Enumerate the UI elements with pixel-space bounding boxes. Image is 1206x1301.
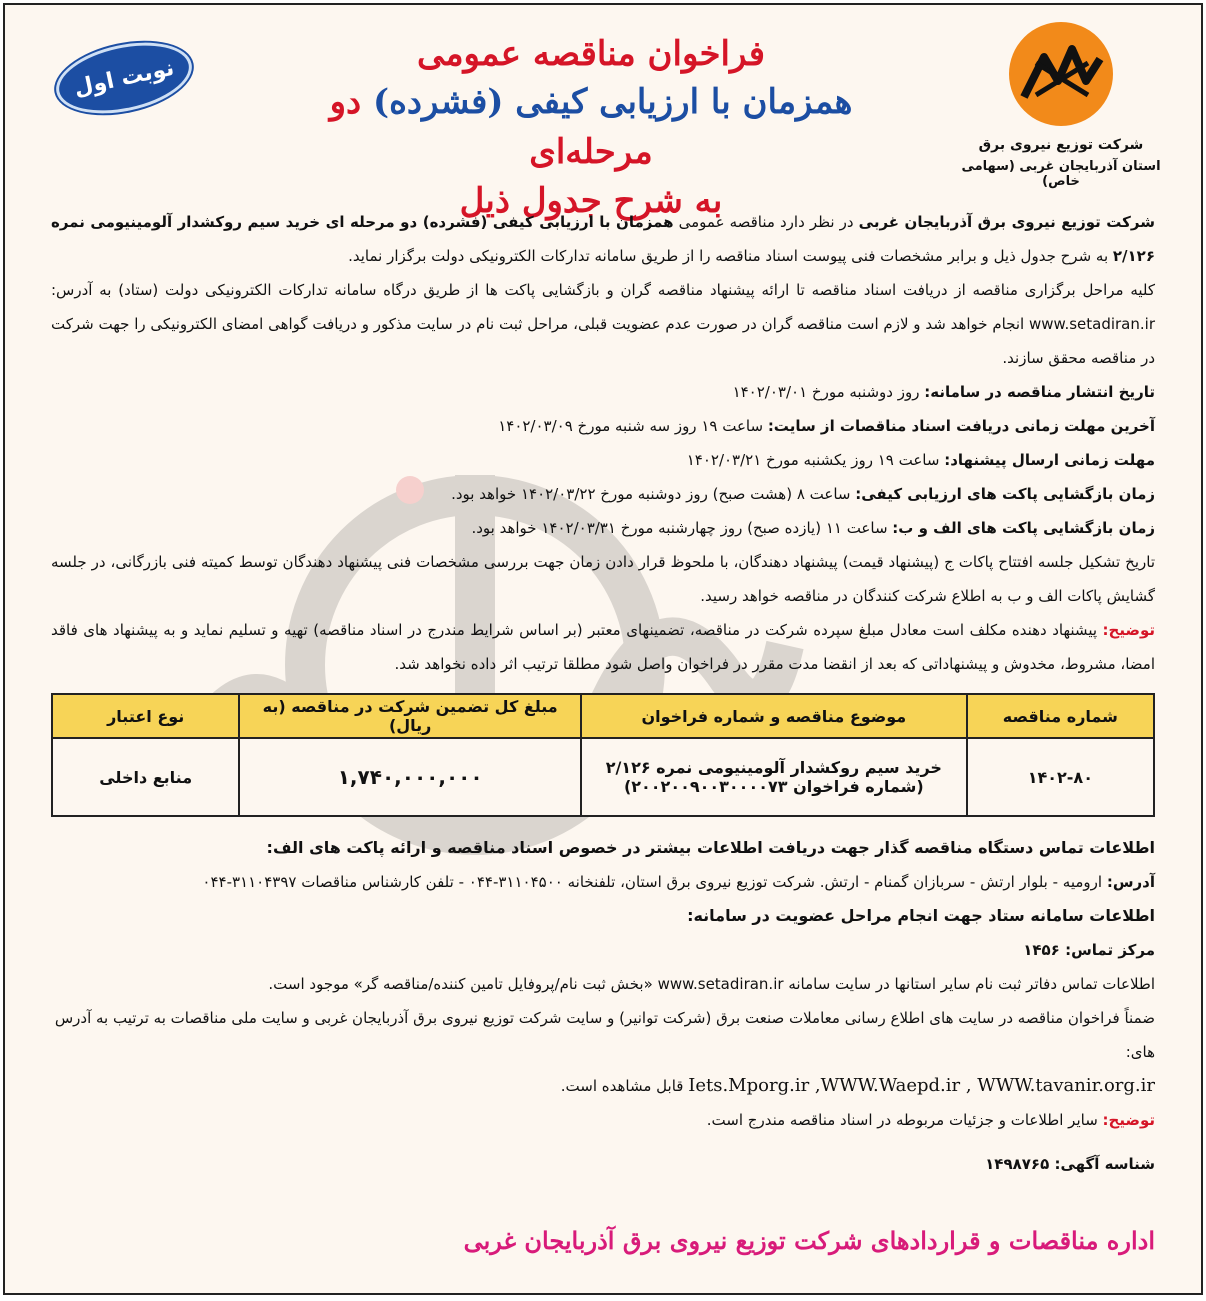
date-label: تاریخ انتشار مناقصه در سامانه: xyxy=(924,383,1155,401)
note-2-label: توضیح: xyxy=(1102,1111,1155,1129)
date-bid-deadline xyxy=(51,443,1155,477)
first-round-badge: نوبت اول xyxy=(50,31,199,124)
contact-section xyxy=(51,831,1155,1181)
tender-number: ۱۴۰۲-۸۰ xyxy=(967,738,1154,816)
title-line-3: به شرح جدول ذیل xyxy=(459,181,723,221)
header xyxy=(5,5,1201,221)
tender-subject-line-2: (شماره فراخوان ۲۰۰۲۰۰۹۰۰۳۰۰۰۰۷۳) xyxy=(623,777,924,796)
address xyxy=(51,865,1155,899)
ad-id xyxy=(51,1147,1155,1181)
address-label: آدرس: xyxy=(1106,873,1155,891)
notice-title xyxy=(311,31,871,225)
publish-sites-info: ضمناً فراخوان مناقصه در سایت های اطلاع رسانی معاملات صنعت برق (شرکت توانیر) و سایت شرکت توزیع نیروی برق آذربایجان غربی و سایت ملی مناقصات به ترتیب به آدرس های: xyxy=(54,1009,1155,1061)
date-value: ساعت ۱۹ روز سه شنبه مورخ ۱۴۰۲/۰۳/۰۹ xyxy=(498,417,768,435)
tender-notice-page xyxy=(3,3,1203,1295)
call-center xyxy=(51,933,1155,967)
date-value: روز دوشنبه مورخ ۱۴۰۲/۰۳/۰۱ xyxy=(732,383,925,401)
company-logo-block xyxy=(941,19,1181,189)
tender-table xyxy=(51,693,1155,817)
note-2 xyxy=(51,1103,1155,1137)
sites-tail: قابل مشاهده است. xyxy=(560,1077,689,1095)
title-line-1: فراخوان مناقصه عمومی xyxy=(417,34,765,74)
sites-list: Iets.Mporg.ir ,WWW.Waepd.ir , WWW.tavanir.org.ir xyxy=(688,1075,1155,1096)
credit-type: منابع داخلی xyxy=(52,738,239,816)
address-text: ارومیه - بلوار ارتش - سربازان گمنام - ارتش. شرکت توزیع نیروی برق استان، تلفنخانه ۳۱۱۰۴۵۰۰-۰۴۴ - تلفن کارشناس مناقصات ۳۱۱۰۴۳۹۷-۰۴۴ xyxy=(202,873,1107,891)
intro-paragraph-2: کلیه مراحل برگزاری مناقصه از دریافت اسناد مناقصه تا ارائه پیشنهاد مناقصه گران و بازگشایی پاکت ها از طریق درگاه سامانه تدارکات الکترونیکی دولت (ستاد) به آدرس: www.setadiran.ir انجام خواهد شد و لازم است مناقصه گران در صورت عدم عضویت قبلی، مراحل ثبت نام در سایت مذکور و دریافت گواهی امضای الکترونیکی را جهت شرکت در مناقصه محقق سازند. xyxy=(51,281,1155,367)
date-value: ساعت ۱۹ روز یکشنبه مورخ ۱۴۰۲/۰۳/۲۱ xyxy=(686,451,945,469)
title-line-2 xyxy=(311,77,871,177)
ad-id-value: ۱۴۹۸۷۶۵ xyxy=(985,1155,1055,1173)
intro-subject: همزمان با ارزیابی کیفی (فشرده) دو مرحله ای خرید سیم روکشدار آلومینیومی نمره ۲/۱۲۶ xyxy=(51,213,1155,265)
envelope-c-text: تاریخ تشکیل جلسه افتتاح پاکات ج (پیشنهاد قیمت) پیشنهاد دهندگان، با ملحوظ قرار دادن زمان جهت بررسی مشخصات فنی پیشنهاد دهندگان توسط کمیته فنی بازرگانی، در جلسه گشایش پاکات الف و ب به اطلاع شرکت کنندگان در مناقصه خواهد رسید. xyxy=(51,553,1155,605)
ad-id-label: شناسه آگهی: xyxy=(1054,1155,1155,1173)
date-label: مهلت زمانی ارسال پیشنهاد: xyxy=(944,451,1155,469)
title-line-2-red: دو مرحله‌ای xyxy=(329,82,653,172)
power-company-logo-icon xyxy=(1006,19,1116,129)
company-subtitle: استان آذربایجان غربی (سهامی خاص) xyxy=(961,159,1161,189)
call-center-number: ۱۴۵۶ xyxy=(1023,941,1066,959)
company-name: شرکت توزیع نیروی برق xyxy=(978,137,1144,153)
note-1 xyxy=(51,613,1155,681)
table-header: مبلغ کل تضمین شرکت در مناقصه (به ریال) xyxy=(239,694,581,738)
date-docs-deadline xyxy=(51,409,1155,443)
footer-department: اداره مناقصات و قراردادهای شرکت توزیع نیروی برق آذربایجان غربی xyxy=(463,1226,1155,1255)
intro-text xyxy=(51,205,1155,681)
date-label: زمان بازگشایی پاکت های ارزیابی کیفی: xyxy=(855,485,1155,503)
date-ab-opening xyxy=(51,511,1155,545)
intro-paragraph-1 xyxy=(51,205,1155,273)
tender-subject xyxy=(581,738,967,816)
date-value: ساعت ۱۱ (یازده صبح) روز چهارشنبه مورخ ۱۴۰۲/۰۳/۳۱ خواهد بود. xyxy=(471,519,893,537)
table-header: نوع اعتبار xyxy=(52,694,239,738)
intro-company: شرکت توزیع نیروی برق آذربایجان غربی xyxy=(858,213,1155,231)
note-2-text: سایر اطلاعات و جزئیات مربوطه در اسناد مناقصه مندرج است. xyxy=(706,1111,1103,1129)
setad-heading: اطلاعات سامانه ستاد جهت انجام مراحل عضویت در سامانه: xyxy=(687,906,1155,925)
note-1-text: پیشنهاد دهنده مکلف است معادل مبلغ سپرده شرکت در مناقصه، تضمینهای معتبر (بر اساس شرایط مندرج در اسناد مناقصه) تهیه و تسلیم نماید و به پیشنهاد های فاقد امضا، مشروط، مخدوش و پیشنهاداتی که بعد از انقضا مدت مقرر در فراخوان واصل شود مطلقا ترتیب اثر داده نخواهد شد. xyxy=(51,621,1155,673)
guarantee-amount: ۱,۷۴۰,۰۰۰,۰۰۰ xyxy=(239,738,581,816)
call-center-label: مرکز تماس: xyxy=(1065,941,1155,959)
contact-heading: اطلاعات تماس دستگاه مناقصه گذار جهت دریافت اطلاعات بیشتر در خصوص اسناد مناقصه و ارائه پاکت های الف: xyxy=(266,838,1155,857)
intro-text-2: به شرح جدول ذیل و برابر مشخصات فنی پیوست اسناد مناقصه را از طریق سامانه تدارکات الکترونیکی دولت برگزار نماید. xyxy=(348,247,1113,265)
table-header-row xyxy=(52,694,1154,738)
table-header: موضوع مناقصه و شماره فراخوان xyxy=(581,694,967,738)
note-1-label: توضیح: xyxy=(1102,621,1155,639)
offices-info: اطلاعات تماس دفاتر ثبت نام سایر استانها در سایت سامانه www.setadiran.ir «بخش ثبت نام/پروفایل تامین کننده/مناقصه گر» موجود است. xyxy=(268,975,1155,993)
date-label: زمان بازگشایی پاکت های الف و ب: xyxy=(892,519,1155,537)
date-label: آخرین مهلت زمانی دریافت اسناد مناقصات از سایت: xyxy=(767,417,1155,435)
title-line-2-blue: همزمان با ارزیابی کیفی (فشرده) xyxy=(372,82,853,122)
table-header: شماره مناقصه xyxy=(967,694,1154,738)
intro-text-1: در نظر دارد مناقصه عمومی xyxy=(673,213,859,231)
tender-subject-line-1: خرید سیم روکشدار آلومینیومی نمره ۲/۱۲۶ xyxy=(605,758,942,777)
date-publish xyxy=(51,375,1155,409)
date-value: ساعت ۸ (هشت صبح) روز دوشنبه مورخ ۱۴۰۲/۰۳/۲۲ خواهد بود. xyxy=(451,485,856,503)
table-row xyxy=(52,738,1154,816)
sites-line xyxy=(51,1069,1155,1103)
date-quality-opening xyxy=(51,477,1155,511)
